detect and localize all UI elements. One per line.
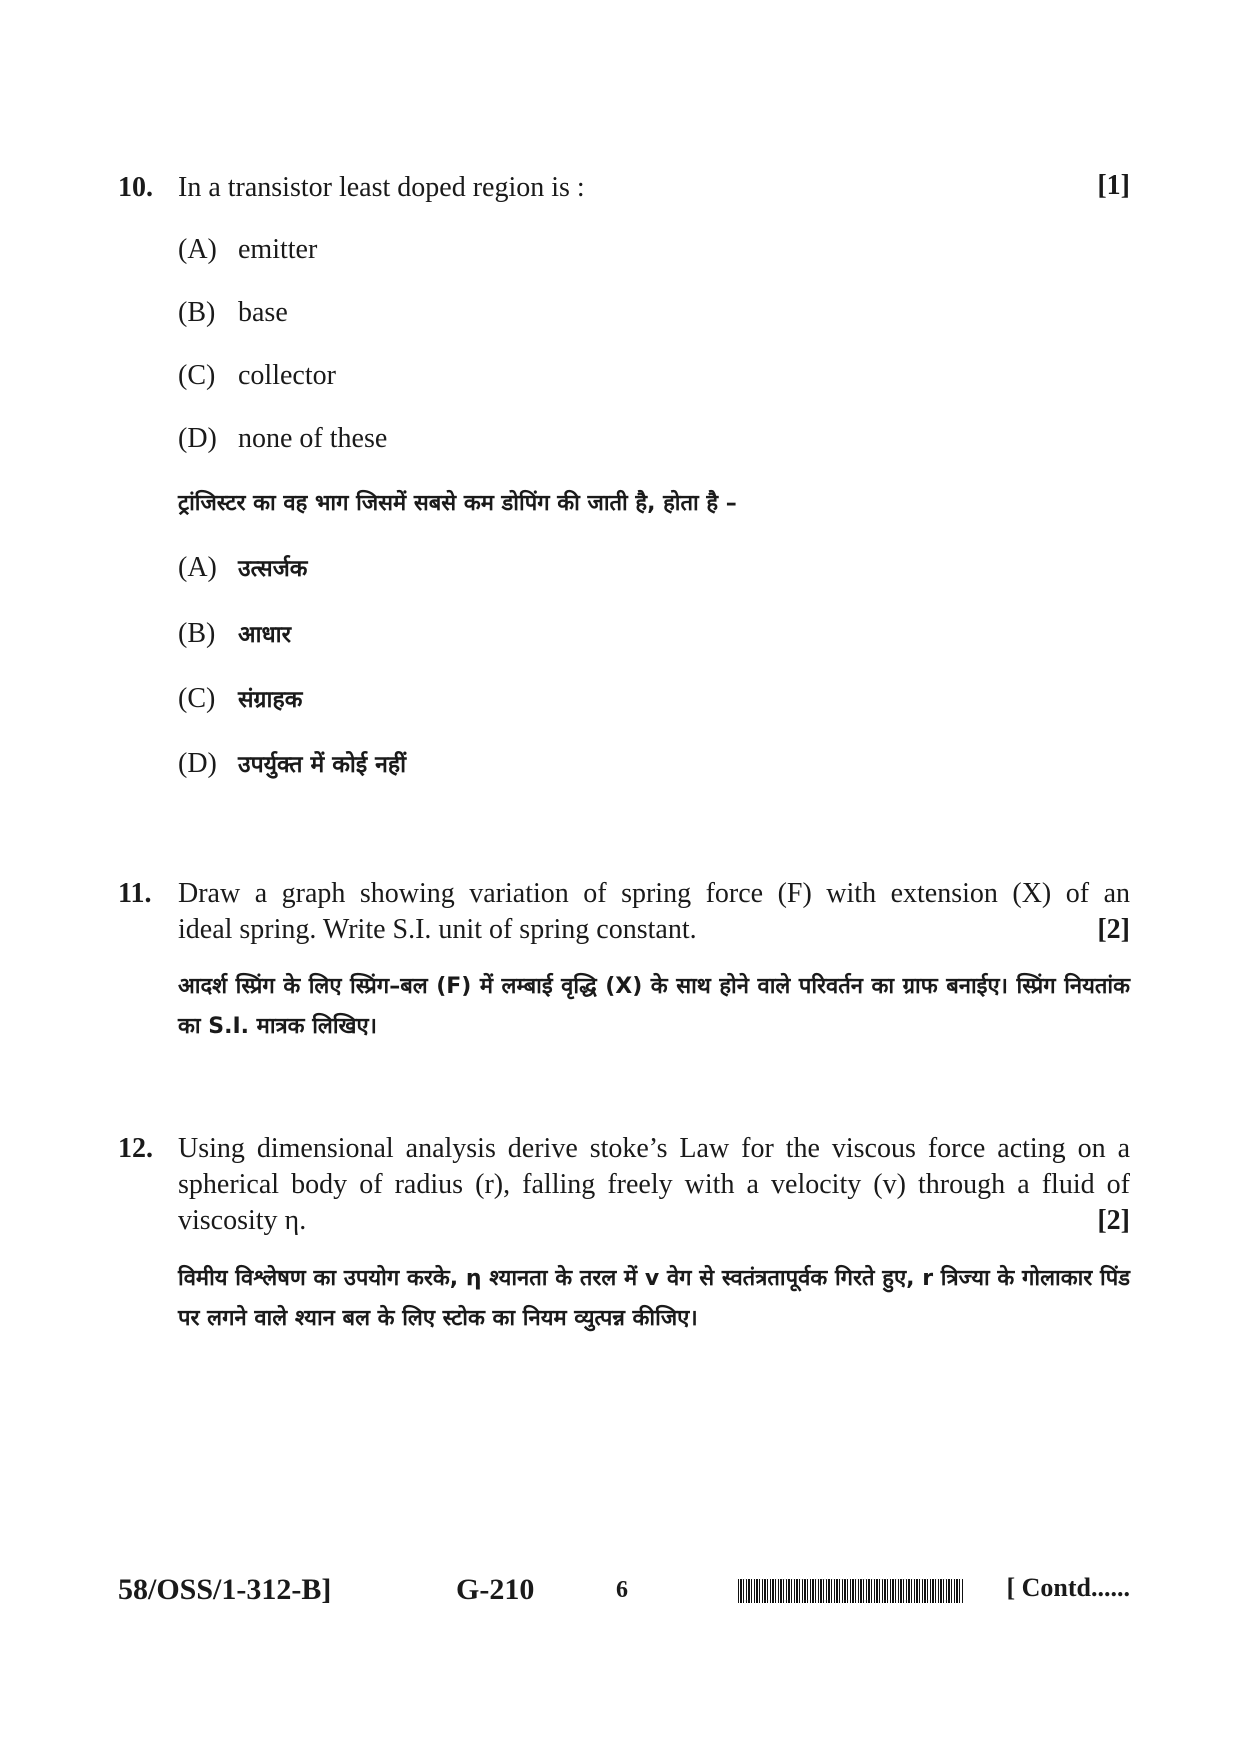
option-d	[178, 422, 387, 456]
hindi-option-a	[178, 551, 307, 586]
option-text: उत्सर्जक	[238, 556, 308, 582]
option-label: (C)	[178, 683, 216, 714]
option-label: (B)	[178, 618, 216, 649]
question-12	[118, 1131, 1130, 1239]
option-text: base	[238, 297, 288, 328]
option-a	[178, 233, 317, 267]
question-line: Draw a graph showing variation of spring force (F) with extension (X) of an	[178, 878, 1130, 909]
option-text: उपर्युक्त में कोई नहीं	[238, 752, 407, 778]
marks: [2]	[1097, 914, 1130, 945]
question-11-hindi: आदर्श स्प्रिंग के लिए स्प्रिंग–बल (F) में लम्बाई वृद्धि (X) के साथ होने वाले परिवर्तन का ग्राफ बनाईए। स्प्रिंग नियतांक का S.I. मात्रक लिखिए।	[178, 974, 1130, 1039]
question-text	[178, 1131, 1130, 1239]
option-label: (B)	[178, 297, 216, 328]
hindi-option-d	[178, 747, 406, 782]
question-number: 10.	[118, 172, 153, 203]
page-number: 6	[616, 1577, 628, 1603]
option-label: (A)	[178, 234, 217, 265]
question-number: 12.	[118, 1133, 153, 1164]
question-line: ideal spring. Write S.I. unit of spring constant.	[178, 914, 697, 945]
option-text: संग्राहक	[238, 687, 303, 713]
marks: [1]	[1097, 170, 1130, 201]
option-label: (D)	[178, 423, 217, 454]
series-code: G-210	[456, 1573, 535, 1606]
page-footer	[118, 1573, 1130, 1613]
option-label: (C)	[178, 360, 216, 391]
question-line: viscosity η.	[178, 1205, 307, 1236]
option-c	[178, 359, 336, 393]
option-text: emitter	[238, 234, 318, 265]
paper-code: 58/OSS/1-312-B]	[118, 1573, 332, 1606]
option-label: (D)	[178, 748, 217, 779]
question-number: 11.	[118, 878, 152, 909]
hindi-option-b	[178, 617, 291, 652]
option-label: (A)	[178, 552, 217, 583]
marks: [2]	[1097, 1205, 1130, 1236]
hindi-option-c	[178, 682, 302, 717]
question-line: spherical body of radius (r), falling freely with a velocity (v) through a fluid of	[178, 1169, 1130, 1200]
question-10	[118, 170, 1130, 206]
question-10-hindi: ट्रांजिस्टर का वह भाग जिसमें सबसे कम डोपिंग की जाती है, होता है –	[178, 491, 737, 516]
option-b	[178, 296, 288, 330]
question-text: In a transistor least doped region is :	[178, 172, 585, 203]
option-text: आधार	[238, 622, 292, 648]
question-text	[178, 876, 1130, 948]
option-text: collector	[238, 360, 336, 391]
barcode-icon	[738, 1579, 963, 1603]
continued-label: [ Contd......	[1006, 1573, 1130, 1602]
option-text: none of these	[238, 423, 388, 454]
question-11	[118, 876, 1130, 948]
question-12-hindi: विमीय विश्लेषण का उपयोग करके, η श्यानता के तरल में v वेग से स्वतंत्रतापूर्वक गिरते हुए, r त्रिज्या के गोलाकार पिंड पर लगने वाले श्यान बल के लिए स्टोक का नियम व्युत्पन्न कीजिए।	[178, 1266, 1130, 1331]
question-line: Using dimensional analysis derive stoke’s Law for the viscous force acting on a	[178, 1133, 1130, 1164]
